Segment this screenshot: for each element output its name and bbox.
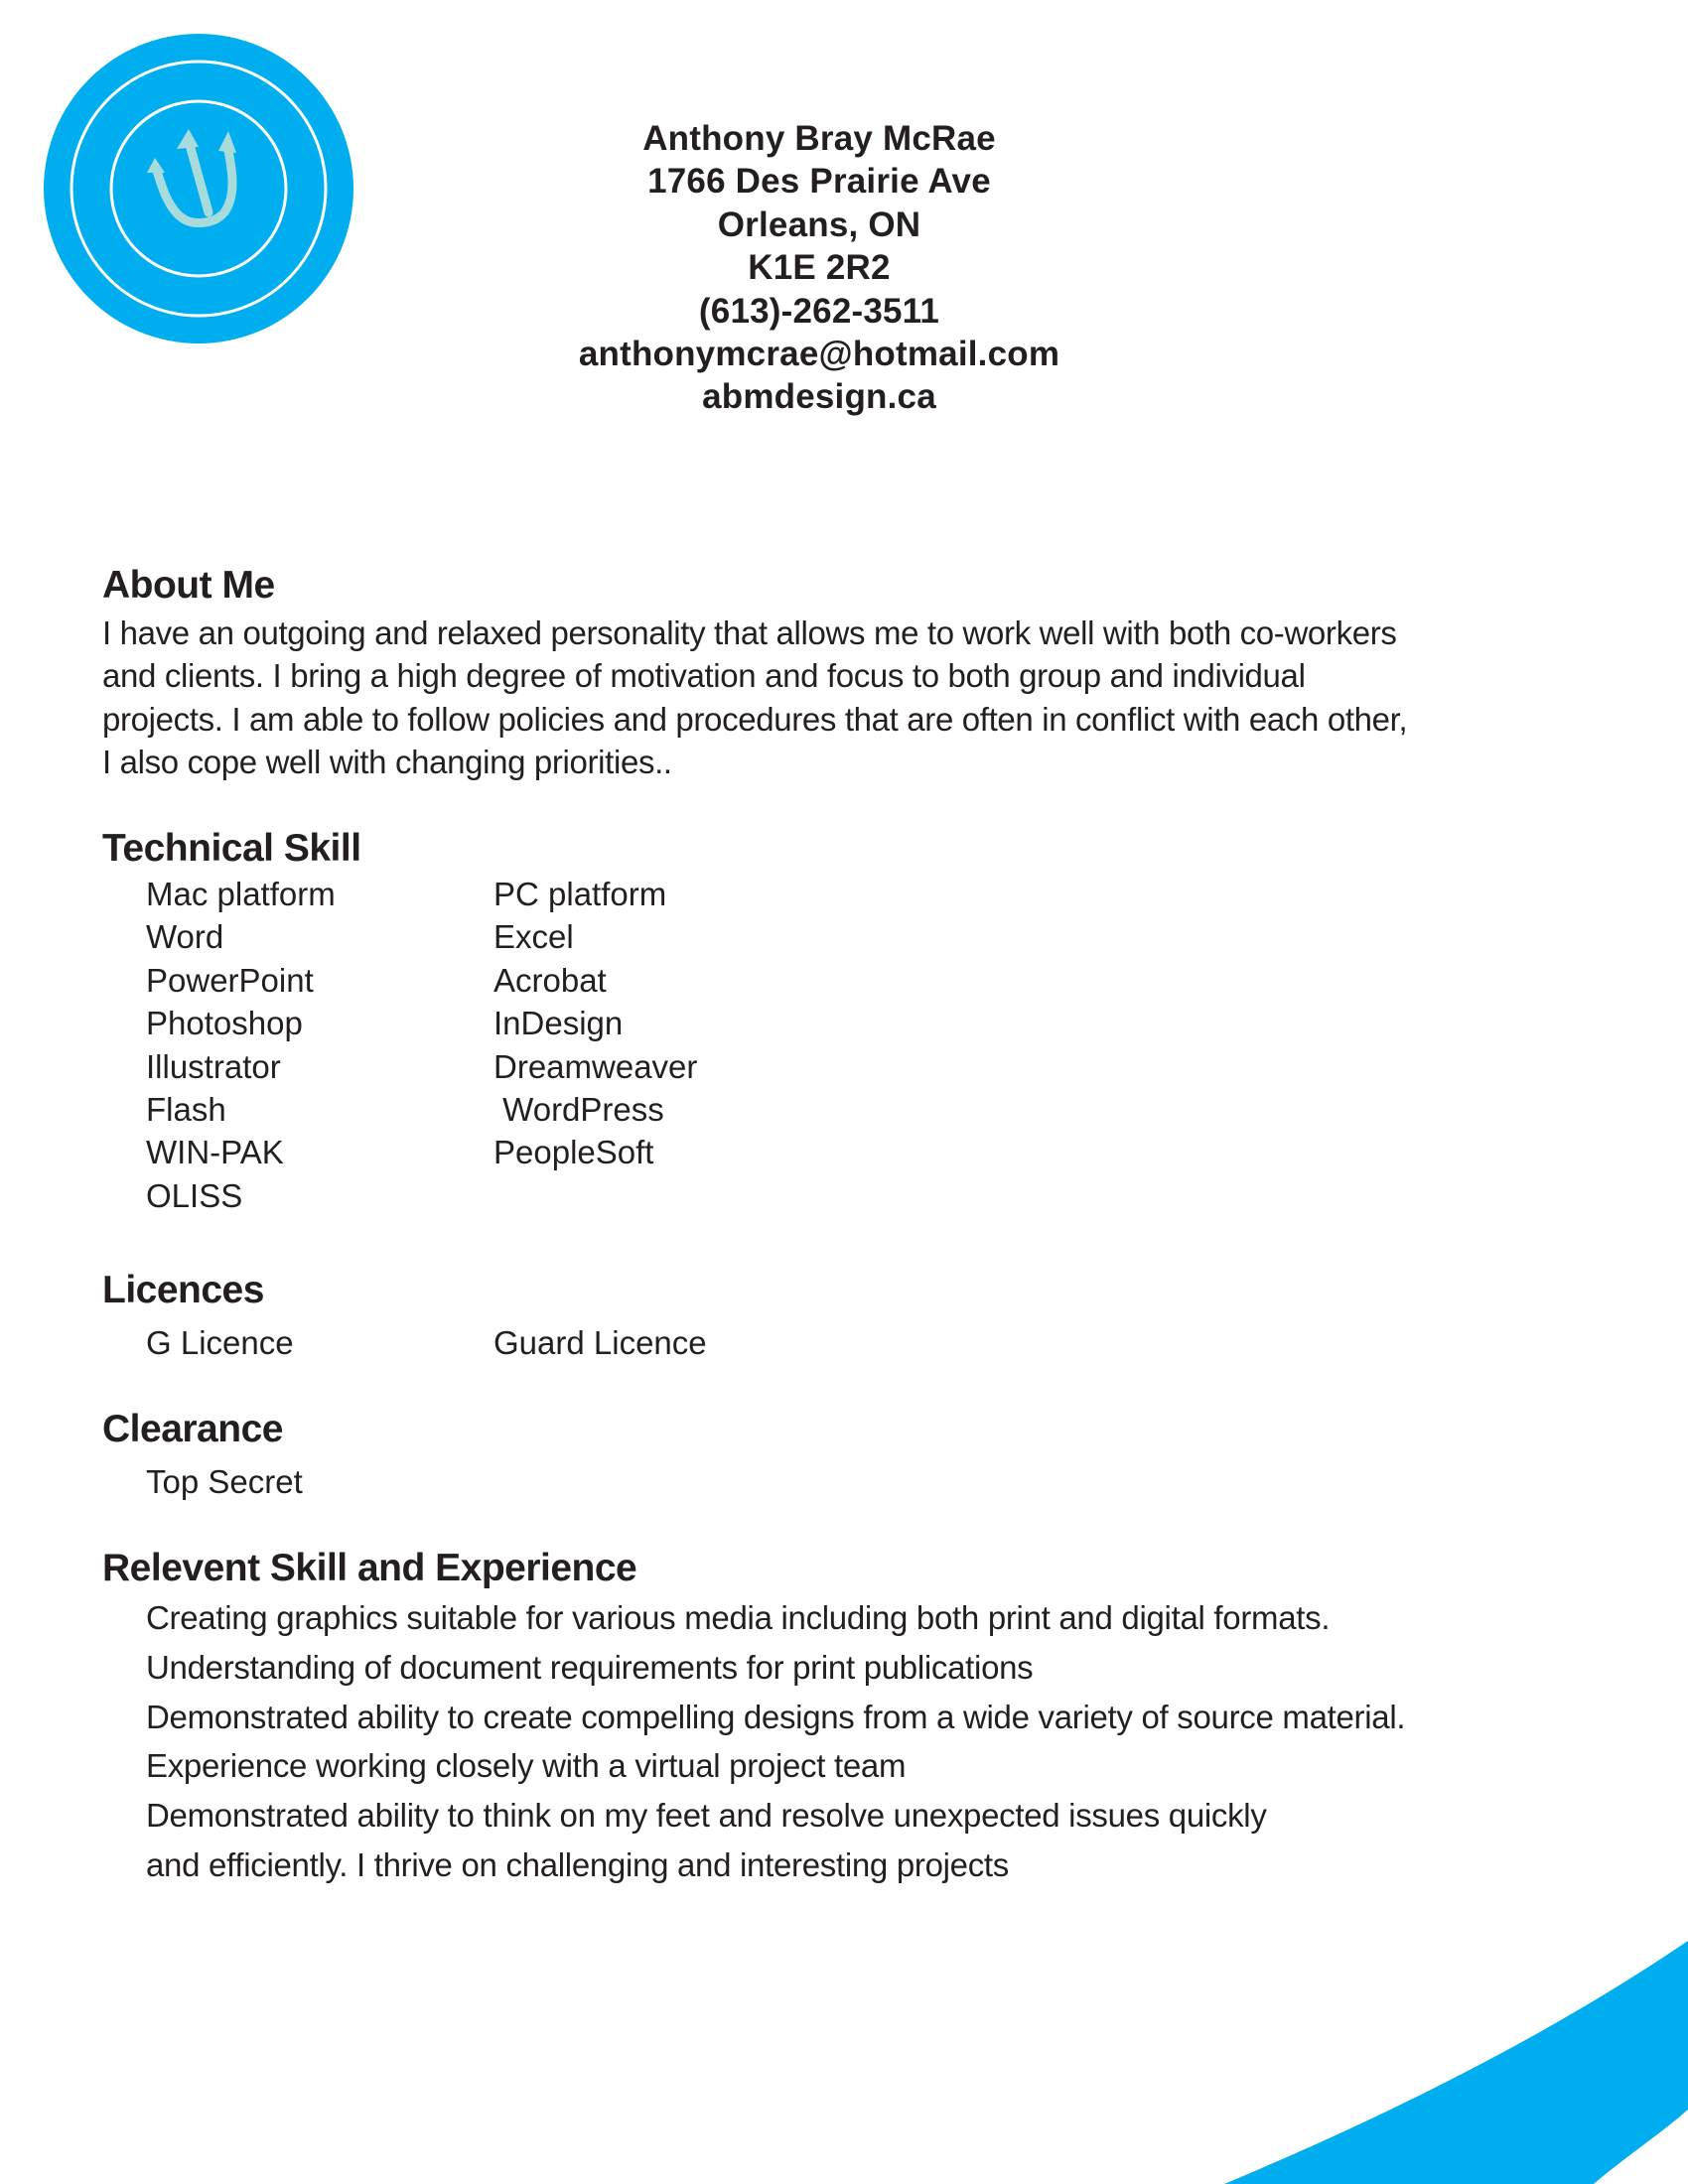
contact-email[interactable]: anthonymcrae@hotmail.com <box>578 335 1060 374</box>
skill-item: Excel <box>493 918 574 956</box>
skill-item: Mac platform <box>146 876 336 912</box>
experience-item: Demonstrated ability to think on my feet and resolve unexpected issues quickly <box>146 1797 1267 1835</box>
experience-list <box>146 1593 1405 1890</box>
logo-circle-icon <box>44 34 353 343</box>
contact-street: 1766 Des Prairie Ave <box>647 162 991 202</box>
about-heading: About Me <box>102 564 275 607</box>
about-line: and clients. I bring a high degree of motivation and focus to both group and individual <box>102 657 1306 695</box>
skill-item: WordPress <box>493 1091 664 1129</box>
experience-item: Demonstrated ability to create compelling designs from a wide variety of source material. <box>146 1698 1406 1735</box>
contact-name: Anthony Bray McRae <box>642 119 996 158</box>
clearance-item: Top Secret <box>146 1463 303 1500</box>
clearance-list <box>146 1460 303 1503</box>
about-line: I have an outgoing and relaxed personality that allows me to work well with both co-workers <box>102 614 1397 651</box>
skill-item: InDesign <box>493 1005 624 1042</box>
logo <box>44 34 353 343</box>
skill-item: Photoshop <box>146 1005 303 1042</box>
technical-skill-list-left <box>146 873 336 1217</box>
experience-heading: Relevent Skill and Experience <box>102 1547 637 1589</box>
licence-item: Guard Licence <box>493 1324 707 1361</box>
skill-item: Dreamweaver <box>493 1047 698 1085</box>
skill-item: Acrobat <box>493 961 607 999</box>
skill-item: PowerPoint <box>146 961 314 999</box>
contact-website[interactable]: abmdesign.ca <box>702 377 936 417</box>
experience-item: Experience working closely with a virtual project team <box>146 1747 907 1785</box>
skill-item: OLISS <box>146 1176 243 1214</box>
about-body <box>102 612 1612 784</box>
contact-city: Orleans, ON <box>717 205 921 244</box>
skill-item: Illustrator <box>146 1047 281 1085</box>
clearance-heading: Clearance <box>102 1408 283 1450</box>
technical-skill-heading: Technical Skill <box>102 827 361 870</box>
skill-item: PC platform <box>493 876 667 912</box>
experience-item: Creating graphics suitable for various media including both print and digital formats. <box>146 1599 1331 1636</box>
licences-list-left <box>146 1321 294 1364</box>
experience-item: and efficiently. I thrive on challenging and interesting projects <box>146 1845 1009 1883</box>
about-line: I also cope well with changing priorities.. <box>102 744 672 781</box>
contact-postal-code: K1E 2R2 <box>748 248 891 288</box>
skill-item: Flash <box>146 1091 226 1129</box>
contact-phone: (613)-262-3511 <box>698 291 940 331</box>
licence-item: G Licence <box>146 1324 294 1361</box>
licences-list-right <box>493 1321 707 1364</box>
skill-item: PeopleSoft <box>493 1134 654 1171</box>
contact-info <box>496 117 1142 419</box>
about-line: projects. I am able to follow policies and procedures that are often in conflict with each other, <box>102 700 1408 738</box>
skill-item: WIN-PAK <box>146 1134 284 1171</box>
licences-heading: Licences <box>102 1269 264 1311</box>
experience-item: Understanding of document requirements for print publications <box>146 1648 1034 1686</box>
skill-item: Word <box>146 918 224 956</box>
technical-skill-list-right <box>493 873 697 1174</box>
